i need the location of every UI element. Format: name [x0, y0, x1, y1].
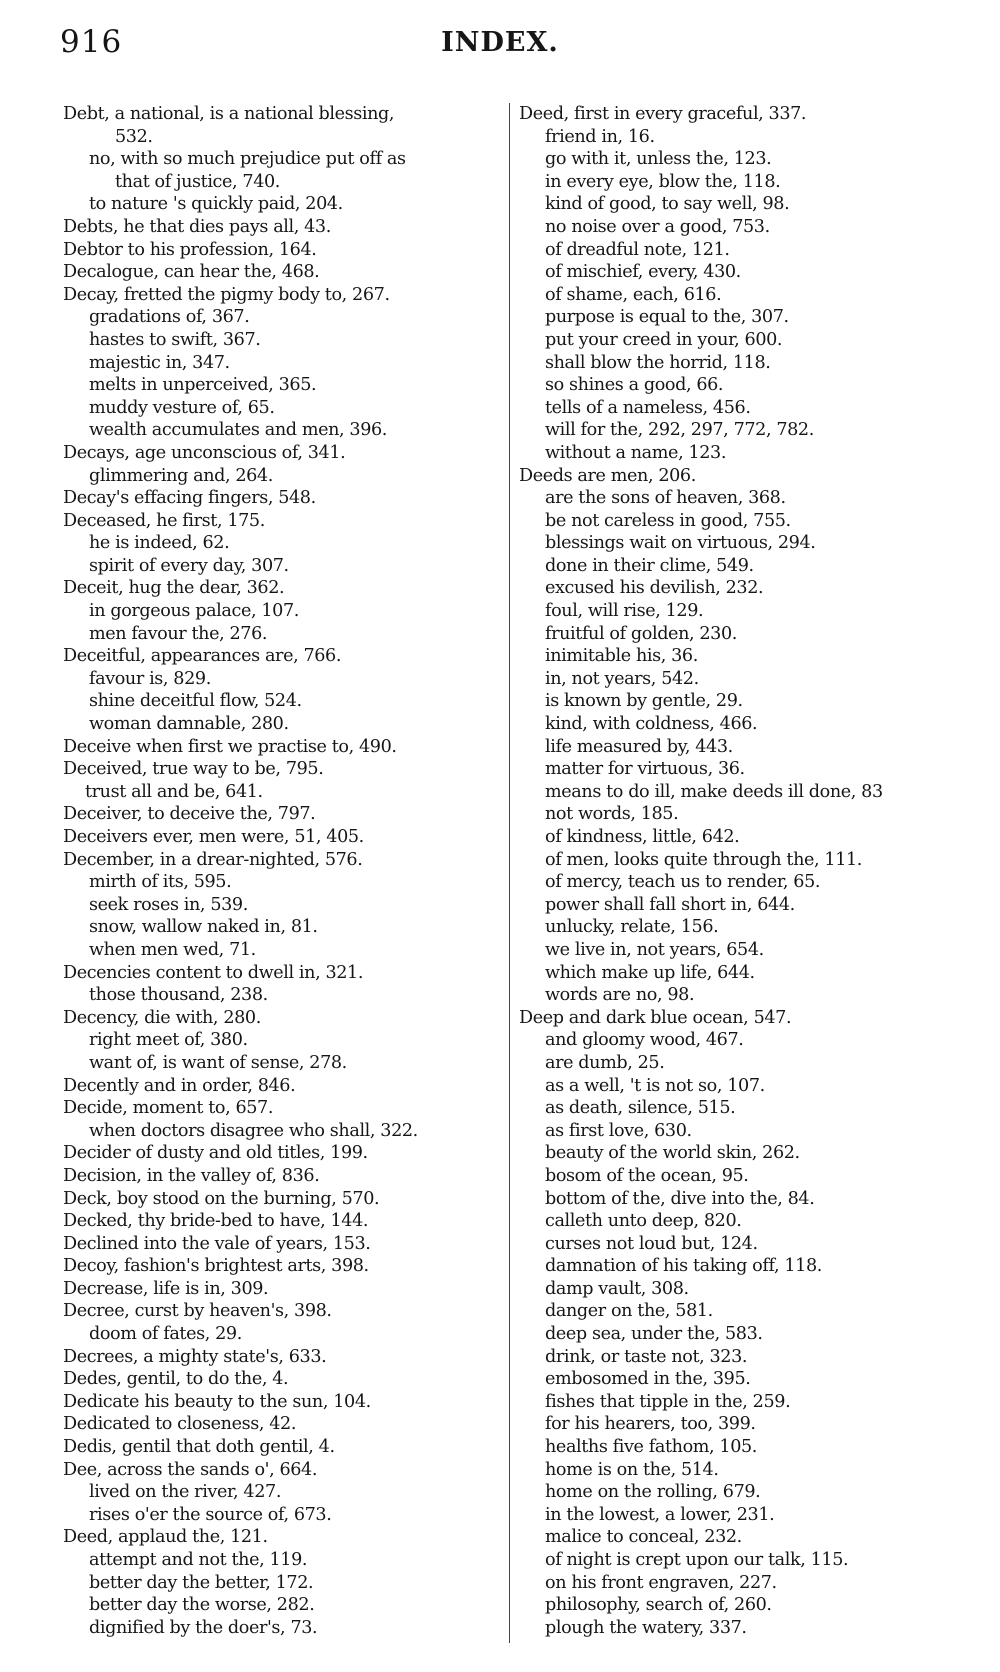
- index-subentry: be not careless in good, 755.: [545, 510, 791, 531]
- index-subentry: bosom of the ocean, 95.: [545, 1165, 749, 1186]
- index-entry: Deceived, true way to be, 795.: [63, 759, 324, 780]
- index-subentry: home on the rolling, 679.: [545, 1482, 761, 1503]
- index-entry: Deeds are men, 206.: [519, 465, 696, 486]
- index-subentry: snow, wallow naked in, 81.: [89, 917, 318, 938]
- column-divider: [509, 103, 510, 1643]
- index-subentry: fruitful of golden, 230.: [545, 623, 737, 644]
- index-entry: Decider of dusty and old titles, 199.: [63, 1143, 368, 1164]
- index-subentry: curses not loud but, 124.: [545, 1233, 758, 1254]
- index-subentry: muddy vesture of, 65.: [89, 397, 275, 418]
- index-subentry: we live in, not years, 654.: [545, 939, 764, 960]
- index-subentry: philosophy, search of, 260.: [545, 1595, 772, 1616]
- index-subentry: words are no, 98.: [545, 985, 695, 1006]
- index-subentry: damnation of his taking off, 118.: [545, 1256, 822, 1277]
- index-subentry: wealth accumulates and men, 396.: [89, 420, 388, 441]
- index-subentry: fishes that tipple in the, 259.: [545, 1391, 791, 1412]
- index-subentry: not words, 185.: [545, 804, 679, 825]
- index-entry: December, in a drear-nighted, 576.: [63, 849, 363, 870]
- index-subentry: right meet of, 380.: [89, 1030, 248, 1051]
- index-entry: Deceiver, to deceive the, 797.: [63, 804, 316, 825]
- index-entry: Decencies content to dwell in, 321.: [63, 962, 364, 983]
- index-entry: Dee, across the sands o', 664.: [63, 1459, 318, 1480]
- index-subentry: when men wed, 71.: [89, 939, 256, 960]
- index-entry: Dedicated to closeness, 42.: [63, 1414, 297, 1435]
- index-subentry: beauty of the world skin, 262.: [545, 1143, 800, 1164]
- index-subentry: as death, silence, 515.: [545, 1098, 736, 1119]
- index-subentry: tells of a nameless, 456.: [545, 397, 751, 418]
- index-subentry: excused his devilish, 232.: [545, 578, 764, 599]
- index-subentry: rises o'er the source of, 673.: [89, 1504, 332, 1525]
- index-subentry: of mischief, every, 430.: [545, 262, 741, 283]
- index-subentry: without a name, 123.: [545, 442, 727, 463]
- index-subentry: in every eye, blow the, 118.: [545, 171, 781, 192]
- index-subentry: means to do ill, make deeds ill done, 83: [545, 781, 883, 802]
- index-entry: Debt, a national, is a national blessing,: [63, 104, 395, 124]
- index-subentry: kind, with coldness, 466.: [545, 714, 758, 735]
- index-subentry: woman damnable, 280.: [89, 714, 289, 735]
- index-entry: Decision, in the valley of, 836.: [63, 1165, 320, 1186]
- index-subentry: matter for virtuous, 36.: [545, 759, 745, 780]
- index-subentry: put your creed in your, 600.: [545, 329, 783, 350]
- index-subentry: malice to conceal, 232.: [545, 1527, 742, 1548]
- page-number: 916: [60, 24, 123, 60]
- index-subentry: in the lowest, a lower, 231.: [545, 1504, 775, 1525]
- index-subentry: of dreadful note, 121.: [545, 239, 730, 260]
- index-subentry: better day the better, 172.: [89, 1572, 314, 1593]
- index-entry: Decency, die with, 280.: [63, 1007, 261, 1028]
- index-subentry: no, with so much prejudice put off as: [89, 149, 406, 170]
- index-subentry: on his front engraven, 227.: [545, 1572, 777, 1593]
- index-entry: Decrease, life is in, 309.: [63, 1278, 269, 1299]
- index-subentry: foul, will rise, 129.: [545, 601, 704, 622]
- index-subentry: as a well, 't is not so, 107.: [545, 1075, 765, 1096]
- index-subentry: spirit of every day, 307.: [89, 555, 289, 576]
- index-subentry: calleth unto deep, 820.: [545, 1211, 742, 1232]
- index-entry: Decalogue, can hear the, 468.: [63, 262, 320, 283]
- index-subentry: of night is crept upon our talk, 115.: [545, 1550, 849, 1570]
- index-subentry: danger on the, 581.: [545, 1301, 713, 1322]
- index-subentry: seek roses in, 539.: [89, 894, 248, 915]
- index-subentry: drink, or taste not, 323.: [545, 1346, 748, 1367]
- index-subentry: inimitable his, 36.: [545, 646, 698, 667]
- index-subentry: majestic in, 347.: [89, 352, 230, 373]
- index-subentry: no noise over a good, 753.: [545, 216, 770, 237]
- index-entry: Deceivers ever, men were, 51, 405.: [63, 827, 364, 847]
- index-entry: Decays, age unconscious of, 341.: [63, 442, 346, 463]
- index-entry: Deed, applaud the, 121.: [63, 1527, 268, 1548]
- page-title: INDEX.: [441, 27, 559, 58]
- index-subentry: attempt and not the, 119.: [89, 1550, 308, 1570]
- index-entry: Decoy, fashion's brightest arts, 398.: [63, 1256, 369, 1277]
- index-entry: Deceit, hug the dear, 362.: [63, 578, 285, 599]
- index-subentry: favour is, 829.: [89, 668, 211, 689]
- index-subentry: of shame, each, 616.: [545, 284, 722, 305]
- index-entry: Decree, curst by heaven's, 398.: [63, 1301, 332, 1322]
- index-column-left: [63, 103, 503, 1639]
- index-subentry: of men, looks quite through the, 111.: [545, 849, 862, 870]
- index-column-right: [519, 103, 989, 1639]
- index-subentry: shall blow the horrid, 118.: [545, 352, 771, 373]
- index-subentry: bottom of the, dive into the, 84.: [545, 1188, 815, 1209]
- index-subentry: dignified by the doer's, 73.: [89, 1617, 318, 1638]
- index-subentry: healths five fathom, 105.: [545, 1437, 758, 1458]
- index-entry: Dedicate his beauty to the sun, 104.: [63, 1391, 371, 1412]
- index-subentry: of kindness, little, 642.: [545, 827, 740, 847]
- index-subentry: mirth of its, 595.: [89, 872, 232, 893]
- index-entry: Decay, fretted the pigmy body to, 267.: [63, 284, 390, 305]
- index-entry: Deceive when first we practise to, 490.: [63, 736, 397, 757]
- index-entry: Deed, first in every graceful, 337.: [519, 104, 807, 124]
- index-subentry: to nature 's quickly paid, 204.: [89, 194, 343, 215]
- index-subentry: gradations of, 367.: [89, 307, 250, 328]
- index-entry: Deep and dark blue ocean, 547.: [519, 1007, 792, 1028]
- index-entry: Dedes, gentil, to do the, 4.: [63, 1369, 289, 1390]
- index-subentry: are dumb, 25.: [545, 1052, 665, 1073]
- index-subentry: kind of good, to say well, 98.: [545, 194, 790, 215]
- index-entry: Deck, boy stood on the burning, 570.: [63, 1188, 380, 1209]
- index-entry: Debts, he that dies pays all, 43.: [63, 216, 331, 237]
- index-entry: Decrees, a mighty state's, 633.: [63, 1346, 327, 1367]
- index-subentry: plough the watery, 337.: [545, 1617, 747, 1638]
- index-subentry: go with it, unless the, 123.: [545, 149, 772, 170]
- index-subentry: that of justice, 740.: [115, 171, 280, 192]
- index-subentry: melts in unperceived, 365.: [89, 375, 317, 396]
- index-subentry: damp vault, 308.: [545, 1278, 689, 1299]
- index-subentry: as first love, 630.: [545, 1120, 692, 1141]
- index-subentry: is known by gentle, 29.: [545, 691, 743, 712]
- index-subentry: men favour the, 276.: [89, 623, 268, 644]
- index-subentry: doom of fates, 29.: [89, 1324, 242, 1345]
- index-subentry: in gorgeous palace, 107.: [89, 601, 299, 622]
- index-subentry: better day the worse, 282.: [89, 1595, 315, 1616]
- index-entry: Dedis, gentil that doth gentil, 4.: [63, 1437, 335, 1458]
- index-subentry: those thousand, 238.: [89, 985, 268, 1006]
- index-subentry: trust all and be, 641.: [85, 781, 263, 802]
- index-subentry: hastes to swift, 367.: [89, 329, 261, 350]
- index-subentry: of mercy, teach us to render, 65.: [545, 872, 821, 893]
- index-subentry: blessings wait on virtuous, 294.: [545, 533, 816, 554]
- index-subentry: embosomed in the, 395.: [545, 1369, 751, 1390]
- index-entry: Deceitful, appearances are, 766.: [63, 646, 342, 667]
- index-subentry: unlucky, relate, 156.: [545, 917, 719, 938]
- index-subentry: he is indeed, 62.: [89, 533, 230, 554]
- index-subentry: done in their clime, 549.: [545, 555, 754, 576]
- index-entry: Declined into the vale of years, 153.: [63, 1233, 371, 1254]
- index-entry: Decently and in order, 846.: [63, 1075, 296, 1096]
- index-subentry: shine deceitful flow, 524.: [89, 691, 302, 712]
- index-subentry: for his hearers, too, 399.: [545, 1414, 756, 1435]
- index-subentry: 532.: [115, 126, 153, 147]
- index-subentry: are the sons of heaven, 368.: [545, 488, 786, 509]
- index-subentry: purpose is equal to the, 307.: [545, 307, 789, 328]
- index-subentry: life measured by, 443.: [545, 736, 733, 757]
- index-subentry: lived on the river, 427.: [89, 1482, 282, 1503]
- index-subentry: in, not years, 542.: [545, 668, 699, 689]
- index-subentry: deep sea, under the, 583.: [545, 1324, 763, 1345]
- index-subentry: when doctors disagree who shall, 322.: [89, 1120, 418, 1141]
- index-subentry: want of, is want of sense, 278.: [89, 1052, 347, 1073]
- index-subentry: friend in, 16.: [545, 126, 655, 147]
- index-subentry: and gloomy wood, 467.: [545, 1030, 744, 1051]
- index-entry: Decide, moment to, 657.: [63, 1098, 274, 1119]
- index-entry: Decked, thy bride-bed to have, 144.: [63, 1211, 369, 1232]
- index-subentry: which make up life, 644.: [545, 962, 755, 983]
- index-subentry: power shall fall short in, 644.: [545, 894, 795, 915]
- index-subentry: glimmering and, 264.: [89, 465, 273, 486]
- index-subentry: so shines a good, 66.: [545, 375, 724, 396]
- index-entry: Decay's effacing fingers, 548.: [63, 488, 316, 509]
- index-entry: Deceased, he first, 175.: [63, 510, 265, 531]
- index-subentry: home is on the, 514.: [545, 1459, 719, 1480]
- index-subentry: will for the, 292, 297, 772, 782.: [545, 420, 814, 441]
- index-entry: Debtor to his profession, 164.: [63, 239, 317, 260]
